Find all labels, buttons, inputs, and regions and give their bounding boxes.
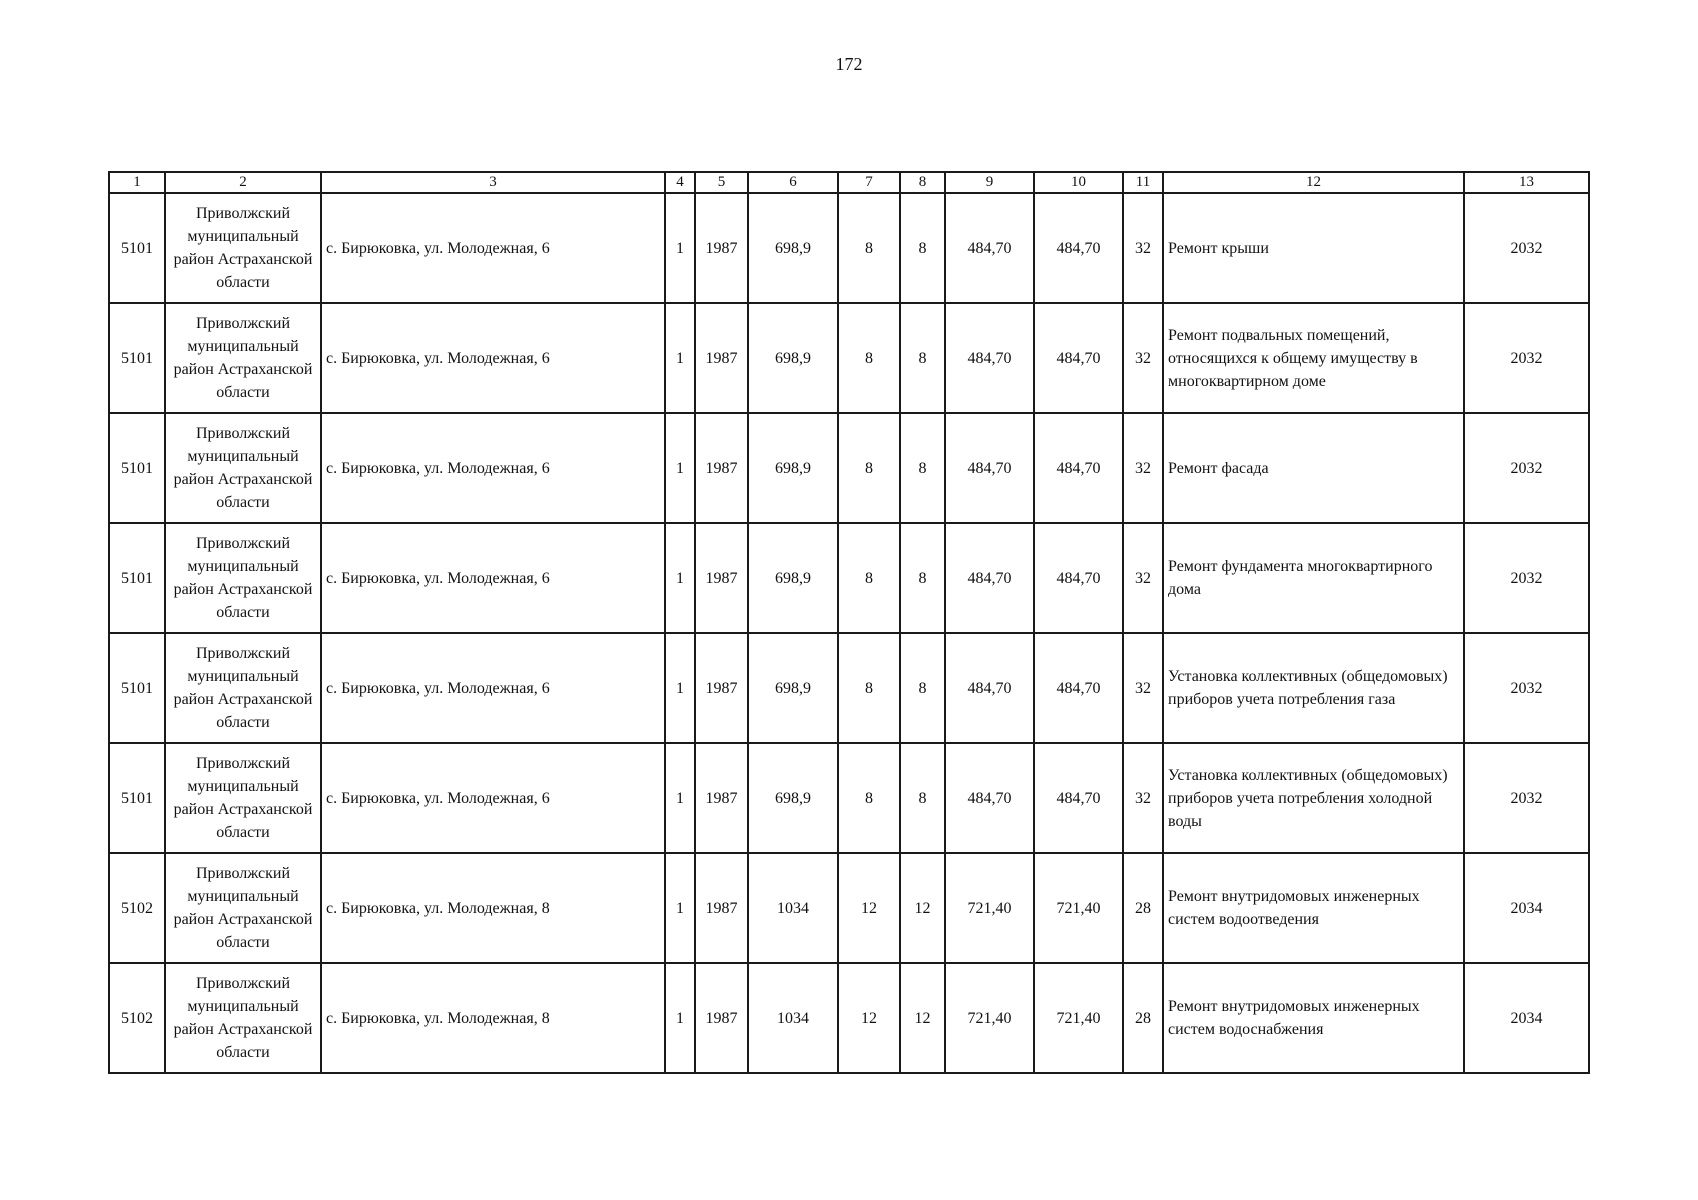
- work-type-cell: Ремонт внутридомовых инженерных систем водоотведения: [1163, 853, 1464, 963]
- col-8-cell: 8: [900, 743, 945, 853]
- district-cell: Приволжский муниципальный район Астраханской области: [165, 853, 321, 963]
- record-id-cell: 5101: [109, 193, 165, 303]
- table-row: [109, 853, 1589, 963]
- record-id-cell: 5102: [109, 853, 165, 963]
- col-11-cell: 32: [1123, 303, 1163, 413]
- col-11-cell: 32: [1123, 633, 1163, 743]
- col-10-cell: 484,70: [1034, 523, 1123, 633]
- col-8-cell: 12: [900, 963, 945, 1073]
- col-4-cell: 1: [665, 743, 695, 853]
- year-cell: 1987: [695, 963, 748, 1073]
- work-type-cell: Ремонт фасада: [1163, 413, 1464, 523]
- col-10-cell: 484,70: [1034, 193, 1123, 303]
- col-7-cell: 8: [838, 743, 900, 853]
- record-id-cell: 5101: [109, 413, 165, 523]
- capital-repair-table: [108, 171, 1590, 1074]
- col-7-cell: 8: [838, 633, 900, 743]
- col-9-cell: 484,70: [945, 303, 1034, 413]
- planned-year-cell: 2032: [1464, 303, 1589, 413]
- record-id-cell: 5101: [109, 633, 165, 743]
- work-type-cell: Ремонт крыши: [1163, 193, 1464, 303]
- col-9-cell: 484,70: [945, 193, 1034, 303]
- district-cell: Приволжский муниципальный район Астраханской области: [165, 963, 321, 1073]
- year-cell: 1987: [695, 853, 748, 963]
- planned-year-cell: 2032: [1464, 523, 1589, 633]
- col-4-cell: 1: [665, 633, 695, 743]
- table-row: [109, 523, 1589, 633]
- table-row: [109, 303, 1589, 413]
- col-4-cell: 1: [665, 963, 695, 1073]
- col-11-cell: 32: [1123, 193, 1163, 303]
- district-cell: Приволжский муниципальный район Астраханской области: [165, 743, 321, 853]
- district-cell: Приволжский муниципальный район Астраханской области: [165, 413, 321, 523]
- work-type-cell: Ремонт фундамента многоквартирного дома: [1163, 523, 1464, 633]
- area-cell: 1034: [748, 963, 838, 1073]
- column-header-9: 9: [945, 172, 1034, 193]
- address-cell: с. Бирюковка, ул. Молодежная, 6: [321, 413, 665, 523]
- area-cell: 698,9: [748, 633, 838, 743]
- col-10-cell: 484,70: [1034, 413, 1123, 523]
- col-9-cell: 721,40: [945, 963, 1034, 1073]
- col-7-cell: 8: [838, 413, 900, 523]
- work-type-cell: Установка коллективных (общедомовых) приборов учета потребления холодной воды: [1163, 743, 1464, 853]
- year-cell: 1987: [695, 523, 748, 633]
- planned-year-cell: 2032: [1464, 743, 1589, 853]
- col-10-cell: 721,40: [1034, 963, 1123, 1073]
- col-7-cell: 12: [838, 963, 900, 1073]
- col-9-cell: 484,70: [945, 743, 1034, 853]
- col-8-cell: 8: [900, 303, 945, 413]
- col-8-cell: 8: [900, 523, 945, 633]
- col-8-cell: 8: [900, 413, 945, 523]
- address-cell: с. Бирюковка, ул. Молодежная, 8: [321, 853, 665, 963]
- record-id-cell: 5101: [109, 303, 165, 413]
- address-cell: с. Бирюковка, ул. Молодежная, 6: [321, 743, 665, 853]
- address-cell: с. Бирюковка, ул. Молодежная, 6: [321, 193, 665, 303]
- col-4-cell: 1: [665, 193, 695, 303]
- col-4-cell: 1: [665, 413, 695, 523]
- table-row: [109, 743, 1589, 853]
- col-11-cell: 32: [1123, 413, 1163, 523]
- record-id-cell: 5102: [109, 963, 165, 1073]
- table-row: [109, 413, 1589, 523]
- area-cell: 698,9: [748, 413, 838, 523]
- col-4-cell: 1: [665, 303, 695, 413]
- column-header-4: 4: [665, 172, 695, 193]
- col-9-cell: 484,70: [945, 633, 1034, 743]
- column-header-12: 12: [1163, 172, 1464, 193]
- work-type-cell: Ремонт подвальных помещений, относящихся к общему имуществу в многоквартирном доме: [1163, 303, 1464, 413]
- col-4-cell: 1: [665, 523, 695, 633]
- header-row: [109, 172, 1589, 193]
- planned-year-cell: 2034: [1464, 853, 1589, 963]
- address-cell: с. Бирюковка, ул. Молодежная, 6: [321, 523, 665, 633]
- column-header-8: 8: [900, 172, 945, 193]
- planned-year-cell: 2034: [1464, 963, 1589, 1073]
- table-row: [109, 633, 1589, 743]
- record-id-cell: 5101: [109, 743, 165, 853]
- column-header-10: 10: [1034, 172, 1123, 193]
- record-id-cell: 5101: [109, 523, 165, 633]
- year-cell: 1987: [695, 193, 748, 303]
- col-7-cell: 8: [838, 523, 900, 633]
- col-7-cell: 12: [838, 853, 900, 963]
- column-header-11: 11: [1123, 172, 1163, 193]
- district-cell: Приволжский муниципальный район Астраханской области: [165, 523, 321, 633]
- col-11-cell: 28: [1123, 963, 1163, 1073]
- address-cell: с. Бирюковка, ул. Молодежная, 6: [321, 303, 665, 413]
- col-10-cell: 484,70: [1034, 633, 1123, 743]
- col-8-cell: 12: [900, 853, 945, 963]
- table-header: [109, 172, 1589, 193]
- col-10-cell: 721,40: [1034, 853, 1123, 963]
- year-cell: 1987: [695, 743, 748, 853]
- year-cell: 1987: [695, 633, 748, 743]
- column-header-2: 2: [165, 172, 321, 193]
- column-header-3: 3: [321, 172, 665, 193]
- col-8-cell: 8: [900, 193, 945, 303]
- col-9-cell: 484,70: [945, 413, 1034, 523]
- address-cell: с. Бирюковка, ул. Молодежная, 6: [321, 633, 665, 743]
- column-header-7: 7: [838, 172, 900, 193]
- year-cell: 1987: [695, 413, 748, 523]
- work-type-cell: Установка коллективных (общедомовых) приборов учета потребления газа: [1163, 633, 1464, 743]
- planned-year-cell: 2032: [1464, 193, 1589, 303]
- work-type-cell: Ремонт внутридомовых инженерных систем водоснабжения: [1163, 963, 1464, 1073]
- col-11-cell: 28: [1123, 853, 1163, 963]
- area-cell: 698,9: [748, 523, 838, 633]
- planned-year-cell: 2032: [1464, 413, 1589, 523]
- area-cell: 698,9: [748, 743, 838, 853]
- area-cell: 698,9: [748, 303, 838, 413]
- district-cell: Приволжский муниципальный район Астраханской области: [165, 193, 321, 303]
- table-row: [109, 193, 1589, 303]
- column-header-6: 6: [748, 172, 838, 193]
- col-10-cell: 484,70: [1034, 303, 1123, 413]
- col-8-cell: 8: [900, 633, 945, 743]
- district-cell: Приволжский муниципальный район Астраханской области: [165, 303, 321, 413]
- page-number: 172: [835, 54, 863, 74]
- address-cell: с. Бирюковка, ул. Молодежная, 8: [321, 963, 665, 1073]
- table-body: [109, 193, 1589, 1073]
- column-header-5: 5: [695, 172, 748, 193]
- col-10-cell: 484,70: [1034, 743, 1123, 853]
- area-cell: 698,9: [748, 193, 838, 303]
- area-cell: 1034: [748, 853, 838, 963]
- district-cell: Приволжский муниципальный район Астраханской области: [165, 633, 321, 743]
- year-cell: 1987: [695, 303, 748, 413]
- col-9-cell: 484,70: [945, 523, 1034, 633]
- col-7-cell: 8: [838, 193, 900, 303]
- col-9-cell: 721,40: [945, 853, 1034, 963]
- table-row: [109, 963, 1589, 1073]
- planned-year-cell: 2032: [1464, 633, 1589, 743]
- column-header-1: 1: [109, 172, 165, 193]
- column-header-13: 13: [1464, 172, 1589, 193]
- col-11-cell: 32: [1123, 743, 1163, 853]
- col-4-cell: 1: [665, 853, 695, 963]
- col-7-cell: 8: [838, 303, 900, 413]
- col-11-cell: 32: [1123, 523, 1163, 633]
